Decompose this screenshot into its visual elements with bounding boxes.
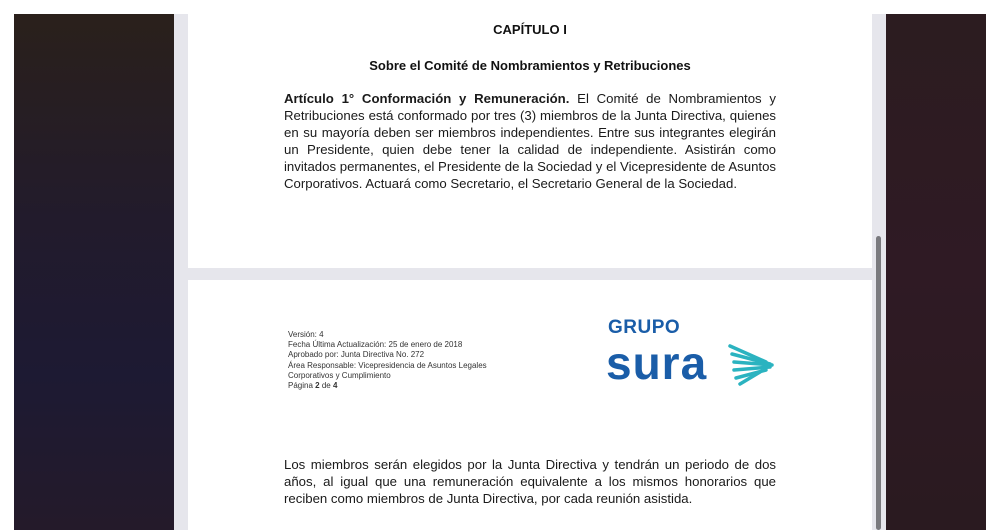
grupo-sura-logo: [608, 318, 778, 390]
document-page-1: [188, 14, 872, 268]
wing-icon: [726, 342, 776, 387]
vertical-scrollbar-thumb[interactable]: [876, 236, 881, 530]
approved-text: Aprobado por: Junta Directiva No. 272: [288, 350, 425, 360]
article-text: El Comité de Nombramientos y Retribuciones está conformado por tres (3) miembros de la Junta Directiva, quienes en su mayoría deben ser miembros independientes. Entre sus integrantes elegirán un Presidente, quien debe tener la calidad de independiente. Asistirán como invitados permanentes, el Presidente de la Sociedad y el Vicepresidente de Asuntos Corporativos. Actuará como Secretario, el Secretario General de la Sociedad.: [284, 91, 776, 191]
page-current: 2: [315, 381, 320, 391]
document-header-info: [288, 330, 487, 391]
logo-sura-text: sura: [606, 337, 708, 389]
body-paragraph: Los miembros serán elegidos por la Junta Directiva y tendrán un periodo de dos años, al igual que una remuneración equivalente a los mismos honorarios que reciben como miembros de Junta Directiva, por cada reunión asistida.: [284, 457, 776, 506]
page-prefix: Página: [288, 381, 316, 391]
version-text: Versión: 4: [288, 330, 324, 339]
document-page-2: [188, 280, 872, 530]
left-background-panel: [14, 14, 174, 530]
page-number: [288, 381, 487, 391]
logo-grupo-text: GRUPO: [608, 317, 681, 338]
page-of: de: [319, 381, 333, 391]
chapter-heading: CAPÍTULO I: [493, 22, 567, 37]
area-text: Área Responsable: Vicepresidencia de Asuntos Legales: [288, 360, 487, 370]
area-text-2: Corporativos y Cumplimiento: [288, 370, 391, 380]
document-viewer[interactable]: [174, 14, 886, 530]
page-total: 4: [332, 381, 338, 391]
right-background-panel: [886, 14, 986, 530]
article-heading: Artículo 1° Conformación y Remuneración.: [284, 91, 570, 106]
chapter-subtitle: Sobre el Comité de Nombramientos y Retribuciones: [369, 58, 691, 73]
updated-text: Fecha Última Actualización: 25 de enero de 2018: [288, 340, 463, 350]
article-paragraph: [284, 90, 776, 192]
